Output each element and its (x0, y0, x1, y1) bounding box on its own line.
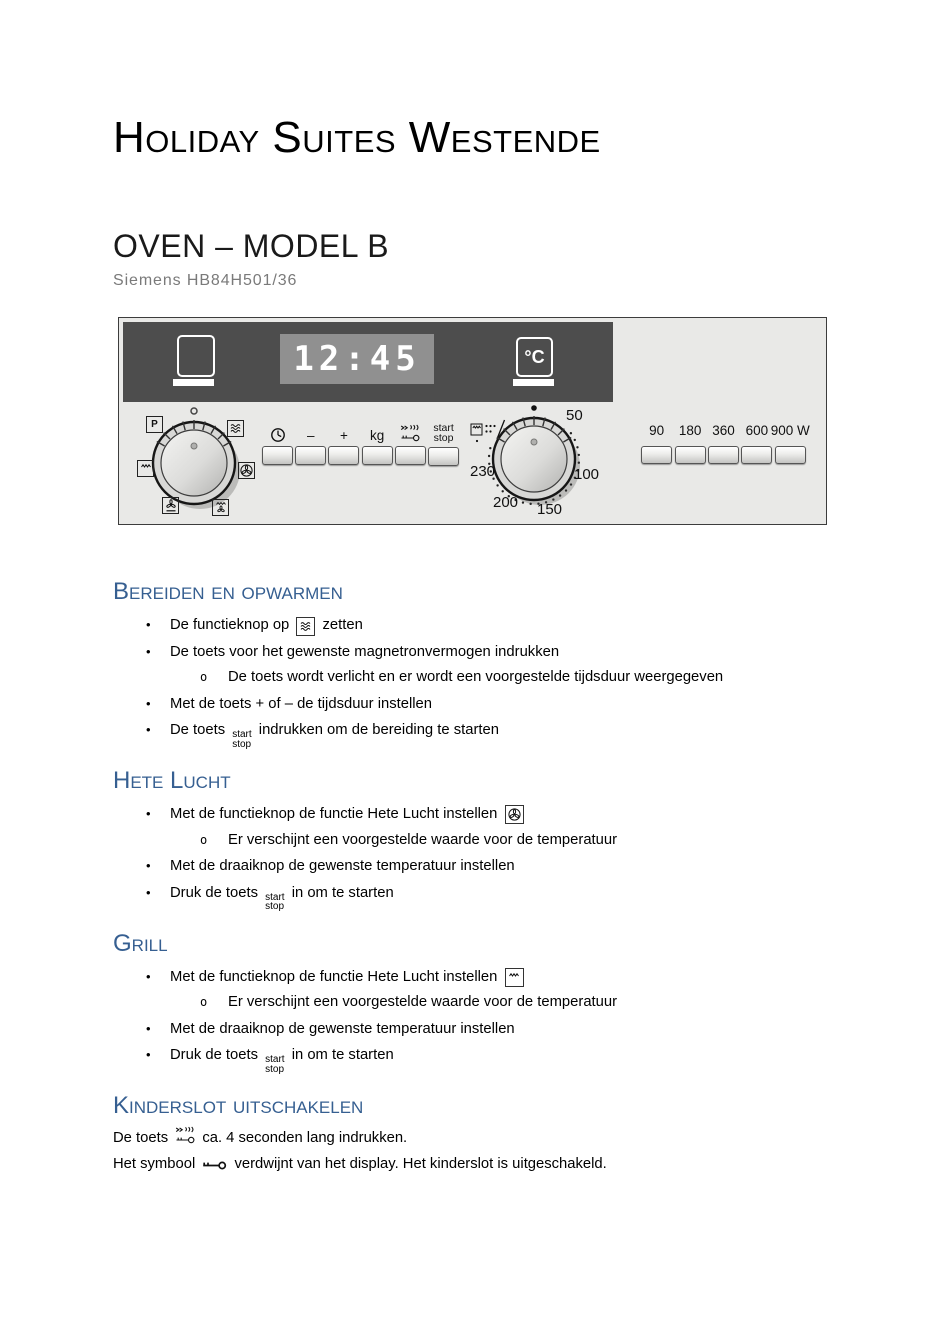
power-button-group (640, 423, 810, 464)
page-title: Holiday Suites Westende (113, 113, 601, 162)
list-item (146, 1016, 838, 1043)
dial-position-grill (137, 460, 154, 477)
temp-dial-label-50: 50 (566, 407, 583, 424)
item-text: Druk de toets start stop in om te starten (170, 884, 394, 912)
temperature-indicator-underline (513, 379, 554, 386)
section-grill (113, 929, 838, 1075)
bullet-marker: o (200, 832, 208, 847)
bullet-marker: • (146, 617, 151, 632)
item-text: De toets voor het gewenste magnetronvermogen indrukken (170, 643, 560, 660)
bullet-marker: • (146, 1020, 151, 1036)
hot-air-fan-icon (240, 464, 253, 477)
key-icon (202, 1160, 227, 1171)
list-item (146, 612, 838, 639)
grill-max-symbol (471, 424, 482, 435)
temperature-unit-indicator: °C (516, 337, 553, 377)
oven-model-heading: OVEN – MODEL B (113, 228, 390, 264)
bullet-marker: • (146, 968, 151, 984)
temp-dial-label-230: 230 (470, 463, 496, 480)
item-text: Met de functieknop de functie Hete Lucht instellen (170, 802, 527, 828)
model-number: Siemens HB84H501/36 (113, 272, 298, 289)
item-text: Met de draaiknop de gewenste temperatuur instellen (170, 1020, 515, 1037)
section-heading-bereiden-en-opwarmen: Bereiden en opwarmen (113, 578, 343, 605)
bullet-marker: o (200, 995, 208, 1009)
dial-position-program: P (146, 416, 163, 433)
bullet-marker: • (146, 695, 151, 711)
oven-control-panel-figure (118, 317, 827, 525)
list-item (200, 990, 838, 1016)
item-text: De toets wordt verlicht en er wordt een voorgestelde tijdsduur weergegeven (228, 669, 724, 685)
list-item (146, 964, 838, 991)
power-label: 90 (649, 423, 665, 438)
section-kinderslot-uitschakelen (113, 1092, 838, 1177)
item-text: De toets start stop indrukken om de bereiding te starten (170, 722, 499, 750)
temp-dial-label-150: 150 (537, 501, 563, 518)
list-item (146, 639, 838, 666)
power-label: 900 W (770, 423, 810, 438)
panel-control-minus (294, 415, 327, 466)
fan-underline-icon (165, 499, 177, 512)
power-key-600 (741, 446, 772, 464)
section-heading-grill: Grill (113, 929, 168, 957)
microwave-waves-icon (230, 423, 242, 434)
temp-dial-label-200: 200 (493, 494, 519, 511)
bullet-marker: • (146, 858, 151, 873)
section-heading-kinderslot-uitschakelen: Kinderslot uitschakelen (113, 1092, 364, 1119)
dial-position-hot-air (238, 462, 255, 479)
list-item (146, 853, 838, 880)
item-text: Het symbool verdwijnt van het display. Het kinderslot is uitgeschakeld. (113, 1155, 607, 1172)
power-label: 360 (712, 423, 735, 438)
grill-element-icon (140, 463, 152, 475)
list-item (146, 1042, 838, 1074)
panel-key-weight (362, 446, 393, 465)
list-item (146, 880, 838, 912)
start-stop-stacked-icon: start stop (265, 891, 285, 912)
control-button-group (261, 415, 460, 466)
item-text: De functieknop op zetten (170, 613, 363, 639)
item-text: De toets ca. 4 seconden lang indrukken. (113, 1126, 407, 1152)
temp-knob-top-dot (531, 405, 537, 411)
panel-key-minus (295, 446, 326, 465)
bullet-marker: • (146, 722, 151, 737)
panel-power-360 (707, 423, 740, 464)
grill-fan-icon (215, 501, 227, 514)
panel-control-clock (261, 415, 294, 466)
section-bereiden-en-opwarmen (113, 578, 838, 750)
grill-element-icon (505, 968, 524, 987)
panel-power-180 (673, 423, 706, 464)
dial-position-grill-circulated-air (212, 499, 229, 516)
hot-air-fan-icon (505, 805, 524, 824)
power-key-180 (675, 446, 706, 464)
start-stop-stacked-icon: start stop (265, 1054, 285, 1075)
power-label: 600 (745, 423, 769, 438)
item-text: Met de functieknop de functie Hete Lucht instellen (170, 965, 527, 991)
item-text: Er verschijnt een voorgestelde waarde voor de temperatuur (228, 994, 618, 1010)
panel-key-plus (328, 446, 359, 465)
power-key-90 (641, 446, 672, 464)
dial-position-microwave (227, 420, 244, 437)
panel-key-clock (262, 446, 293, 465)
power-key-900W (775, 446, 806, 464)
clock-icon (270, 427, 286, 443)
item-text: Druk de toets start stop in om te starten (170, 1047, 394, 1075)
panel-power-900W (770, 423, 810, 464)
bullet-marker: • (146, 884, 151, 900)
list-item (146, 717, 838, 749)
list-item (200, 665, 838, 691)
panel-power-600 (740, 423, 773, 464)
panel-label-minus: – (307, 428, 315, 443)
panel-control-child-lock (394, 415, 427, 466)
item-text: Met de toets + of – de tijdsduur instellen (170, 695, 432, 712)
document-content (113, 0, 838, 1177)
panel-label-clock (270, 415, 286, 443)
oven-door-indicator-icon (177, 335, 215, 377)
item-text: Met de draaiknop de gewenste temperatuur instellen (170, 858, 515, 874)
start-stop-stacked-icon: start stop (232, 729, 252, 750)
microwave-waves-icon (296, 617, 315, 636)
list-item (146, 691, 838, 718)
bullet-marker: • (146, 1047, 151, 1062)
panel-label-plus: + (340, 428, 348, 443)
section-heading-hete-lucht: Hete Lucht (113, 767, 231, 794)
bullet-marker: o (200, 670, 208, 684)
bullet-marker: • (146, 643, 151, 659)
panel-label-child-lock (400, 415, 420, 443)
instruction-sections (113, 578, 838, 1177)
temp-dial-label-100: 100 (574, 466, 600, 483)
panel-control-plus (327, 415, 360, 466)
item-text: Er verschijnt een voorgestelde waarde voor de temperatuur (228, 831, 618, 848)
dial-position-fan-bottom-heat (162, 497, 179, 514)
bullet-marker: • (146, 806, 151, 821)
child-lock-stacked-icon (175, 1126, 195, 1145)
power-label: 180 (678, 423, 702, 438)
panel-label-weight: kg (370, 428, 385, 443)
list-item (146, 801, 838, 828)
panel-control-start-stop (427, 415, 460, 466)
knob-off-position-icon (191, 408, 197, 414)
panel-control-weight (361, 415, 394, 466)
paragraph (113, 1152, 838, 1178)
panel-key-child-lock (395, 446, 426, 465)
panel-power-90 (640, 423, 673, 464)
paragraph (113, 1126, 838, 1152)
panel-label-start-stop: start stop (433, 422, 454, 444)
oven-door-indicator-underline (173, 379, 214, 386)
panel-key-start-stop (428, 447, 459, 466)
list-item (200, 828, 838, 854)
time-display: 12:45 (280, 334, 434, 384)
power-key-360 (708, 446, 739, 464)
child-lock-stacked-icon (400, 424, 420, 443)
section-hete-lucht (113, 767, 838, 912)
